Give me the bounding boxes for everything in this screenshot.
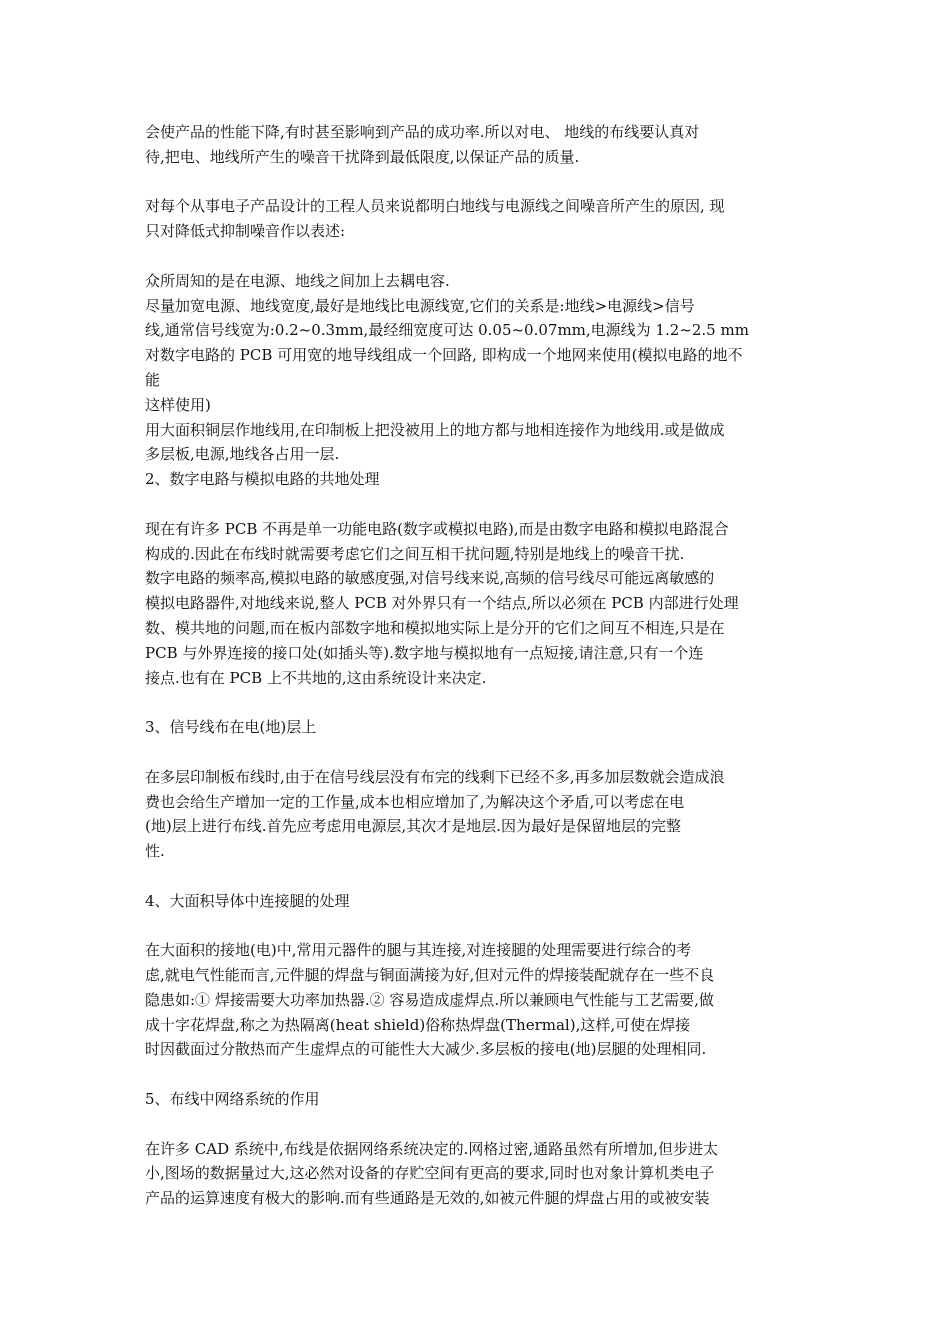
text-line: 2、数字电路与模拟电路的共地处理: [145, 470, 380, 489]
paragraph-gap: [145, 740, 825, 765]
paragraph-gap: [145, 244, 825, 269]
text-line: 小,图场的数据量过大,这必然对设备的存贮空间有更高的要求,同时也对象计算机类电子: [145, 1164, 715, 1183]
text-line: 产品的运算速度有极大的影响.而有些通路是无效的,如被元件腿的焊盘占用的或被安装: [145, 1189, 710, 1208]
text-line: PCB 与外界连接的接口处(如插头等).数字地与模拟地有一点短接,请注意,只有一个连: [145, 643, 704, 662]
text-line: 模拟电路器件,对地线来说,整人 PCB 对外界只有一个结点,所以必须在 PCB 内部进行处理: [145, 594, 739, 613]
paragraph-gap: [145, 864, 825, 889]
text-line: 成十字花焊盘,称之为热隔离(heat shield)俗称热焊盘(Thermal),这样,可使在焊接: [145, 1015, 691, 1034]
text-line: 尽量加宽电源、地线宽度,最好是地线比电源线宽,它们的关系是:地线>电源线>信号: [145, 296, 695, 315]
text-line: 虑,就电气性能而言,元件腿的焊盘与铜面满接为好,但对元件的焊接装配就存在一些不良: [145, 966, 715, 985]
text-line: 这样使用): [145, 395, 211, 414]
paragraph-gap: [145, 492, 825, 517]
text-line: 对数字电路的 PCB 可用宽的地导线组成一个回路, 即构成一个地网来使用(模拟电路的地不: [145, 346, 743, 365]
text-line: 在大面积的接地(电)中,常用元器件的腿与其连接,对连接腿的处理需要进行综合的考: [145, 941, 692, 960]
paragraph-gap: [145, 1062, 825, 1087]
text-line: (地)层上进行布线.首先应考虑用电源层,其次才是地层.因为最好是保留地层的完整: [145, 817, 682, 836]
paragraph-gap: [145, 170, 825, 195]
text-line: 构成的.因此在布线时就需要考虑它们之间互相干扰问题,特别是地线上的噪音干扰.: [145, 544, 685, 563]
text-line: 会使产品的性能下降,有时甚至影响到产品的成功率.所以对电、 地线的布线要认真对: [145, 123, 700, 141]
text-line: 性.: [145, 842, 165, 861]
text-line: 众所周知的是在电源、地线之间加上去耦电容.: [145, 271, 450, 290]
text-line: 现在有许多 PCB 不再是单一功能电路(数字或模拟电路),而是由数字电路和模拟电路混合: [145, 519, 729, 538]
text-line: 能: [145, 370, 161, 389]
text-line: 只对降低式抑制噪音作以表述:: [145, 222, 346, 241]
text-line: 3、信号线布在电(地)层上: [145, 718, 317, 737]
text-line: 5、布线中网络系统的作用: [145, 1090, 320, 1109]
text-line: 在多层印制板布线时,由于在信号线层没有布完的线剩下已经不多,再多加层数就会造成浪: [145, 767, 725, 786]
text-line: 线,通常信号线宽为:0.2~0.3mm,最经细宽度可达 0.05~0.07mm,电源线为 1.2~2.5 mm: [145, 321, 749, 340]
text-line: 待,把电、地线所产生的噪音干扰降到最低限度,以保证产品的质量.: [145, 147, 580, 166]
text-line: 对每个从事电子产品设计的工程人员来说都明白地线与电源线之间噪音所产生的原因, 现: [145, 197, 725, 216]
text-line: 多层板,电源,地线各占用一层.: [145, 445, 340, 464]
text-line: 接点.也有在 PCB 上不共地的,这由系统设计来决定.: [145, 668, 487, 687]
text-line: 时因截面过分散热而产生虚焊点的可能性大大减少.多层板的接电(地)层腿的处理相同.: [145, 1040, 707, 1059]
text-line: 用大面积铜层作地线用,在印制板上把没被用上的地方都与地相连接作为地线用.或是做成: [145, 420, 725, 439]
paragraph-gap: [145, 1112, 825, 1137]
text-line: 数、模共地的问题,而在板内部数字地和模拟地实际上是分开的它们之间互不相连,只是在: [145, 618, 725, 637]
text-line: 费也会给生产增加一定的工作量,成本也相应增加了,为解决这个矛盾,可以考虑在电: [145, 792, 685, 811]
paragraph-gap: [145, 690, 825, 715]
text-line: 数字电路的频率高,模拟电路的敏感度强,对信号线来说,高频的信号线尽可能远离敏感的: [145, 569, 715, 588]
text-line: 在许多 CAD 系统中,布线是依据网络系统决定的.网格过密,通路虽然有所增加,但步进太: [145, 1139, 718, 1158]
document-body: [145, 120, 825, 1211]
paragraph-gap: [145, 914, 825, 939]
text-line: 隐患如:① 焊接需要大功率加热器.② 容易造成虚焊点.所以兼顾电气性能与工艺需要,做: [145, 990, 714, 1009]
text-line: 4、大面积导体中连接腿的处理: [145, 891, 350, 910]
